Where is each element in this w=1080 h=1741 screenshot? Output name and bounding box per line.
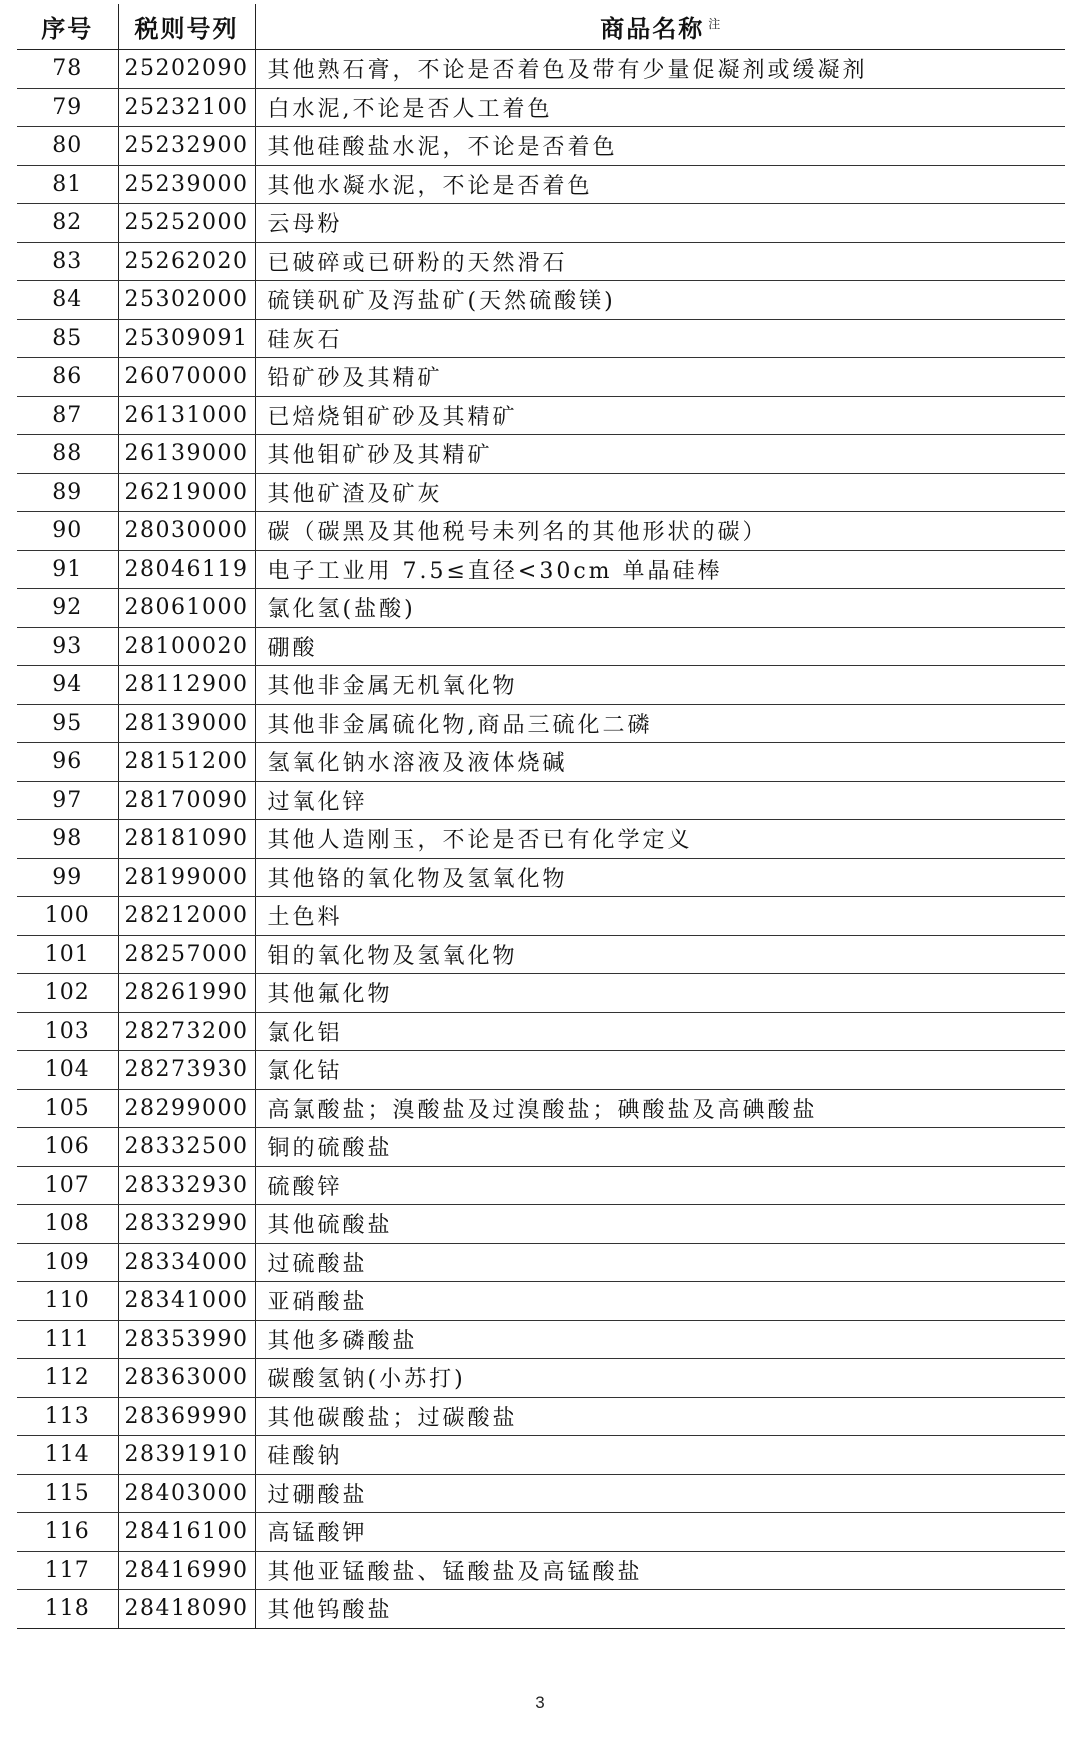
row-code-cell: 25239000 bbox=[118, 165, 255, 204]
header-code-label: 税则号列 bbox=[134, 15, 239, 43]
row-seq-cell: 109 bbox=[17, 1243, 118, 1282]
row-seq-cell: 115 bbox=[17, 1474, 118, 1513]
table-row bbox=[17, 1243, 1065, 1282]
table-row bbox=[17, 1320, 1065, 1359]
row-seq-cell: 91 bbox=[17, 550, 118, 589]
row-code-cell: 28257000 bbox=[118, 935, 255, 974]
row-seq-cell: 111 bbox=[17, 1320, 118, 1359]
row-seq-cell: 79 bbox=[17, 88, 118, 127]
row-name-cell: 其他水凝水泥，不论是否着色 bbox=[255, 165, 1065, 204]
table-body bbox=[17, 50, 1065, 1629]
row-seq-cell: 88 bbox=[17, 435, 118, 474]
table-row bbox=[17, 319, 1065, 358]
document-page bbox=[17, 4, 1065, 1629]
row-name-cell: 过氧化锌 bbox=[255, 781, 1065, 820]
table-row bbox=[17, 396, 1065, 435]
table-row bbox=[17, 358, 1065, 397]
row-name-cell: 已焙烧钼矿砂及其精矿 bbox=[255, 396, 1065, 435]
row-name-cell: 硫镁矾矿及泻盐矿(天然硫酸镁) bbox=[255, 281, 1065, 320]
row-seq-cell: 110 bbox=[17, 1282, 118, 1321]
row-code-cell: 28112900 bbox=[118, 666, 255, 705]
row-seq-cell: 103 bbox=[17, 1012, 118, 1051]
row-seq-cell: 96 bbox=[17, 743, 118, 782]
row-code-cell: 28418090 bbox=[118, 1590, 255, 1629]
row-name-cell: 其他氟化物 bbox=[255, 974, 1065, 1013]
header-note-mark: 注 bbox=[708, 17, 721, 31]
row-code-cell: 28273930 bbox=[118, 1051, 255, 1090]
table-row bbox=[17, 281, 1065, 320]
row-seq-cell: 117 bbox=[17, 1551, 118, 1590]
row-code-cell: 28391910 bbox=[118, 1436, 255, 1475]
table-row bbox=[17, 1282, 1065, 1321]
row-code-cell: 28139000 bbox=[118, 704, 255, 743]
row-name-cell: 高氯酸盐；溴酸盐及过溴酸盐；碘酸盐及高碘酸盐 bbox=[255, 1089, 1065, 1128]
row-seq-cell: 89 bbox=[17, 473, 118, 512]
table-row bbox=[17, 1359, 1065, 1398]
table-row bbox=[17, 1089, 1065, 1128]
row-name-cell: 其他熟石膏，不论是否着色及带有少量促凝剂或缓凝剂 bbox=[255, 50, 1065, 89]
table-row bbox=[17, 820, 1065, 859]
row-code-cell: 28334000 bbox=[118, 1243, 255, 1282]
page-number: 3 bbox=[535, 1693, 545, 1712]
row-code-cell: 28199000 bbox=[118, 858, 255, 897]
row-seq-cell: 97 bbox=[17, 781, 118, 820]
row-code-cell: 26219000 bbox=[118, 473, 255, 512]
table-row bbox=[17, 666, 1065, 705]
row-name-cell: 硅灰石 bbox=[255, 319, 1065, 358]
row-name-cell: 亚硝酸盐 bbox=[255, 1282, 1065, 1321]
row-code-cell: 28170090 bbox=[118, 781, 255, 820]
table-row bbox=[17, 550, 1065, 589]
row-name-cell: 其他碳酸盐；过碳酸盐 bbox=[255, 1397, 1065, 1436]
row-seq-cell: 100 bbox=[17, 897, 118, 936]
row-code-cell: 28332930 bbox=[118, 1166, 255, 1205]
row-name-cell: 铜的硫酸盐 bbox=[255, 1128, 1065, 1167]
table-row bbox=[17, 127, 1065, 166]
row-seq-cell: 107 bbox=[17, 1166, 118, 1205]
table-row bbox=[17, 935, 1065, 974]
row-code-cell: 26070000 bbox=[118, 358, 255, 397]
row-name-cell: 其他钨酸盐 bbox=[255, 1590, 1065, 1629]
header-seq-label: 序号 bbox=[41, 15, 94, 43]
row-seq-cell: 83 bbox=[17, 242, 118, 281]
table-row bbox=[17, 1551, 1065, 1590]
row-name-cell: 其他硅酸盐水泥，不论是否着色 bbox=[255, 127, 1065, 166]
row-code-cell: 28403000 bbox=[118, 1474, 255, 1513]
row-seq-cell: 99 bbox=[17, 858, 118, 897]
row-code-cell: 28299000 bbox=[118, 1089, 255, 1128]
row-code-cell: 28030000 bbox=[118, 512, 255, 551]
row-seq-cell: 106 bbox=[17, 1128, 118, 1167]
row-code-cell: 25232900 bbox=[118, 127, 255, 166]
row-seq-cell: 78 bbox=[17, 50, 118, 89]
header-seq bbox=[17, 4, 118, 50]
row-code-cell: 28341000 bbox=[118, 1282, 255, 1321]
table-row bbox=[17, 1513, 1065, 1552]
table-row bbox=[17, 1012, 1065, 1051]
table-row bbox=[17, 165, 1065, 204]
row-name-cell: 其他亚锰酸盐、锰酸盐及高锰酸盐 bbox=[255, 1551, 1065, 1590]
row-name-cell: 氯化铝 bbox=[255, 1012, 1065, 1051]
row-name-cell: 其他非金属无机氧化物 bbox=[255, 666, 1065, 705]
row-seq-cell: 102 bbox=[17, 974, 118, 1013]
row-name-cell: 钼的氧化物及氢氧化物 bbox=[255, 935, 1065, 974]
header-code bbox=[118, 4, 255, 50]
row-code-cell: 28212000 bbox=[118, 897, 255, 936]
row-code-cell: 28061000 bbox=[118, 589, 255, 628]
row-seq-cell: 94 bbox=[17, 666, 118, 705]
row-seq-cell: 98 bbox=[17, 820, 118, 859]
row-name-cell: 其他人造刚玉，不论是否已有化学定义 bbox=[255, 820, 1065, 859]
row-name-cell: 碳酸氢钠(小苏打) bbox=[255, 1359, 1065, 1398]
table-row bbox=[17, 1474, 1065, 1513]
table-row bbox=[17, 858, 1065, 897]
row-code-cell: 25309091 bbox=[118, 319, 255, 358]
row-seq-cell: 116 bbox=[17, 1513, 118, 1552]
table-row bbox=[17, 704, 1065, 743]
row-name-cell: 其他多磷酸盐 bbox=[255, 1320, 1065, 1359]
row-code-cell: 28332500 bbox=[118, 1128, 255, 1167]
row-name-cell: 高锰酸钾 bbox=[255, 1513, 1065, 1552]
table-row bbox=[17, 1128, 1065, 1167]
row-code-cell: 25252000 bbox=[118, 204, 255, 243]
row-seq-cell: 84 bbox=[17, 281, 118, 320]
row-seq-cell: 113 bbox=[17, 1397, 118, 1436]
row-seq-cell: 92 bbox=[17, 589, 118, 628]
row-name-cell: 土色料 bbox=[255, 897, 1065, 936]
row-code-cell: 28353990 bbox=[118, 1320, 255, 1359]
row-seq-cell: 80 bbox=[17, 127, 118, 166]
row-code-cell: 28261990 bbox=[118, 974, 255, 1013]
row-name-cell: 白水泥,不论是否人工着色 bbox=[255, 88, 1065, 127]
table-row bbox=[17, 743, 1065, 782]
table-row bbox=[17, 781, 1065, 820]
table-row bbox=[17, 435, 1065, 474]
row-name-cell: 硫酸锌 bbox=[255, 1166, 1065, 1205]
row-seq-cell: 95 bbox=[17, 704, 118, 743]
row-name-cell: 硼酸 bbox=[255, 627, 1065, 666]
row-code-cell: 26139000 bbox=[118, 435, 255, 474]
table-row bbox=[17, 512, 1065, 551]
row-seq-cell: 105 bbox=[17, 1089, 118, 1128]
row-name-cell: 其他钼矿砂及其精矿 bbox=[255, 435, 1065, 474]
row-name-cell: 氯化氢(盐酸) bbox=[255, 589, 1065, 628]
table-row bbox=[17, 1590, 1065, 1629]
row-code-cell: 26131000 bbox=[118, 396, 255, 435]
table-header bbox=[17, 4, 1065, 50]
row-code-cell: 28181090 bbox=[118, 820, 255, 859]
row-name-cell: 碳（碳黑及其他税号未列名的其他形状的碳） bbox=[255, 512, 1065, 551]
table-row bbox=[17, 88, 1065, 127]
row-seq-cell: 93 bbox=[17, 627, 118, 666]
row-name-cell: 云母粉 bbox=[255, 204, 1065, 243]
row-name-cell: 电子工业用 7.5≤直径<30cm 单晶硅棒 bbox=[255, 550, 1065, 589]
row-code-cell: 28369990 bbox=[118, 1397, 255, 1436]
row-seq-cell: 101 bbox=[17, 935, 118, 974]
row-name-cell: 其他矿渣及矿灰 bbox=[255, 473, 1065, 512]
row-name-cell: 其他非金属硫化物,商品三硫化二磷 bbox=[255, 704, 1065, 743]
row-seq-cell: 85 bbox=[17, 319, 118, 358]
row-name-cell: 过硼酸盐 bbox=[255, 1474, 1065, 1513]
table-row bbox=[17, 1166, 1065, 1205]
row-code-cell: 28151200 bbox=[118, 743, 255, 782]
row-code-cell: 25232100 bbox=[118, 88, 255, 127]
row-name-cell: 硅酸钠 bbox=[255, 1436, 1065, 1475]
row-seq-cell: 86 bbox=[17, 358, 118, 397]
table-row bbox=[17, 1397, 1065, 1436]
row-seq-cell: 108 bbox=[17, 1205, 118, 1244]
row-code-cell: 28100020 bbox=[118, 627, 255, 666]
row-name-cell: 其他硫酸盐 bbox=[255, 1205, 1065, 1244]
table-row bbox=[17, 242, 1065, 281]
table-row bbox=[17, 204, 1065, 243]
row-name-cell: 已破碎或已研粉的天然滑石 bbox=[255, 242, 1065, 281]
row-seq-cell: 87 bbox=[17, 396, 118, 435]
table-row bbox=[17, 473, 1065, 512]
table-row bbox=[17, 589, 1065, 628]
table-row bbox=[17, 974, 1065, 1013]
row-code-cell: 28416990 bbox=[118, 1551, 255, 1590]
row-seq-cell: 118 bbox=[17, 1590, 118, 1629]
row-name-cell: 铅矿砂及其精矿 bbox=[255, 358, 1065, 397]
row-code-cell: 28416100 bbox=[118, 1513, 255, 1552]
row-name-cell: 过硫酸盐 bbox=[255, 1243, 1065, 1282]
row-seq-cell: 81 bbox=[17, 165, 118, 204]
row-seq-cell: 82 bbox=[17, 204, 118, 243]
row-code-cell: 28273200 bbox=[118, 1012, 255, 1051]
row-code-cell: 28046119 bbox=[118, 550, 255, 589]
header-name-label: 商品名称 bbox=[600, 15, 705, 43]
table-row bbox=[17, 1205, 1065, 1244]
table-row bbox=[17, 1436, 1065, 1475]
table-row bbox=[17, 627, 1065, 666]
row-name-cell: 氢氧化钠水溶液及液体烧碱 bbox=[255, 743, 1065, 782]
row-name-cell: 其他铬的氧化物及氢氧化物 bbox=[255, 858, 1065, 897]
row-code-cell: 25302000 bbox=[118, 281, 255, 320]
row-seq-cell: 112 bbox=[17, 1359, 118, 1398]
row-code-cell: 28363000 bbox=[118, 1359, 255, 1398]
table-row bbox=[17, 50, 1065, 89]
row-code-cell: 28332990 bbox=[118, 1205, 255, 1244]
row-code-cell: 25262020 bbox=[118, 242, 255, 281]
table-row bbox=[17, 897, 1065, 936]
row-code-cell: 25202090 bbox=[118, 50, 255, 89]
row-seq-cell: 114 bbox=[17, 1436, 118, 1475]
header-name bbox=[255, 4, 1065, 50]
row-seq-cell: 104 bbox=[17, 1051, 118, 1090]
tariff-table bbox=[17, 4, 1065, 1629]
row-seq-cell: 90 bbox=[17, 512, 118, 551]
header-row bbox=[17, 4, 1065, 50]
row-name-cell: 氯化钴 bbox=[255, 1051, 1065, 1090]
table-row bbox=[17, 1051, 1065, 1090]
